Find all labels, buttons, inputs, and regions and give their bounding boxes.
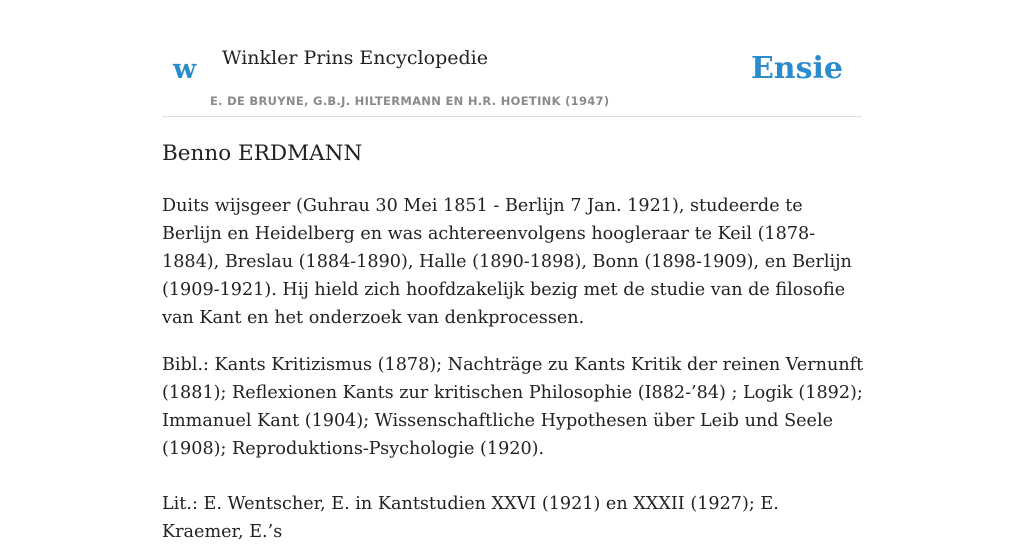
authors-line: E. DE BRUYNE, G.B.J. HILTERMANN EN H.R. HOETINK (1947) (210, 94, 610, 108)
article-title: Benno ERDMANN (162, 141, 363, 166)
site-header (162, 0, 862, 117)
bibliography-paragraph: Bibl.: Kants Kritizismus (1878); Nachträge zu Kants Kritik der reinen Vernunft (1881); Reflexionen Kants zur kritischen Philosophie (I882-’84) ; Logik (1892); Immanuel Kant (1904); Wissenschaftliche Hypothesen über Leib und Seele (1908); Reproduktions-Psychologie (1920). (162, 355, 864, 459)
site-title[interactable]: Winkler Prins Encyclopedie (222, 47, 488, 69)
article-paragraph: Duits wijsgeer (Guhrau 30 Mei 1851 - Berlijn 7 Jan. 1921), studeerde te Berlijn en Heidelberg en was achtereenvolgens hoogleraar te Keil (1878-1884), Breslau (1884-1890), Halle (1890-1898), Bonn (1898-1909), en Berlijn (1909-1921). Hij hield zich hoofdzakelijk bezig met de studie van de filosofie van Kant en het onderzoek van denkprocessen. (162, 196, 852, 328)
winkler-prins-logo[interactable]: w (173, 54, 197, 85)
ensie-logo[interactable]: Ensie (750, 51, 843, 86)
literature-paragraph: Lit.: E. Wentscher, E. in Kantstudien XXVI (1921) en XXXII (1927); E. Kraemer, E.’s (162, 494, 779, 542)
article (162, 138, 864, 546)
